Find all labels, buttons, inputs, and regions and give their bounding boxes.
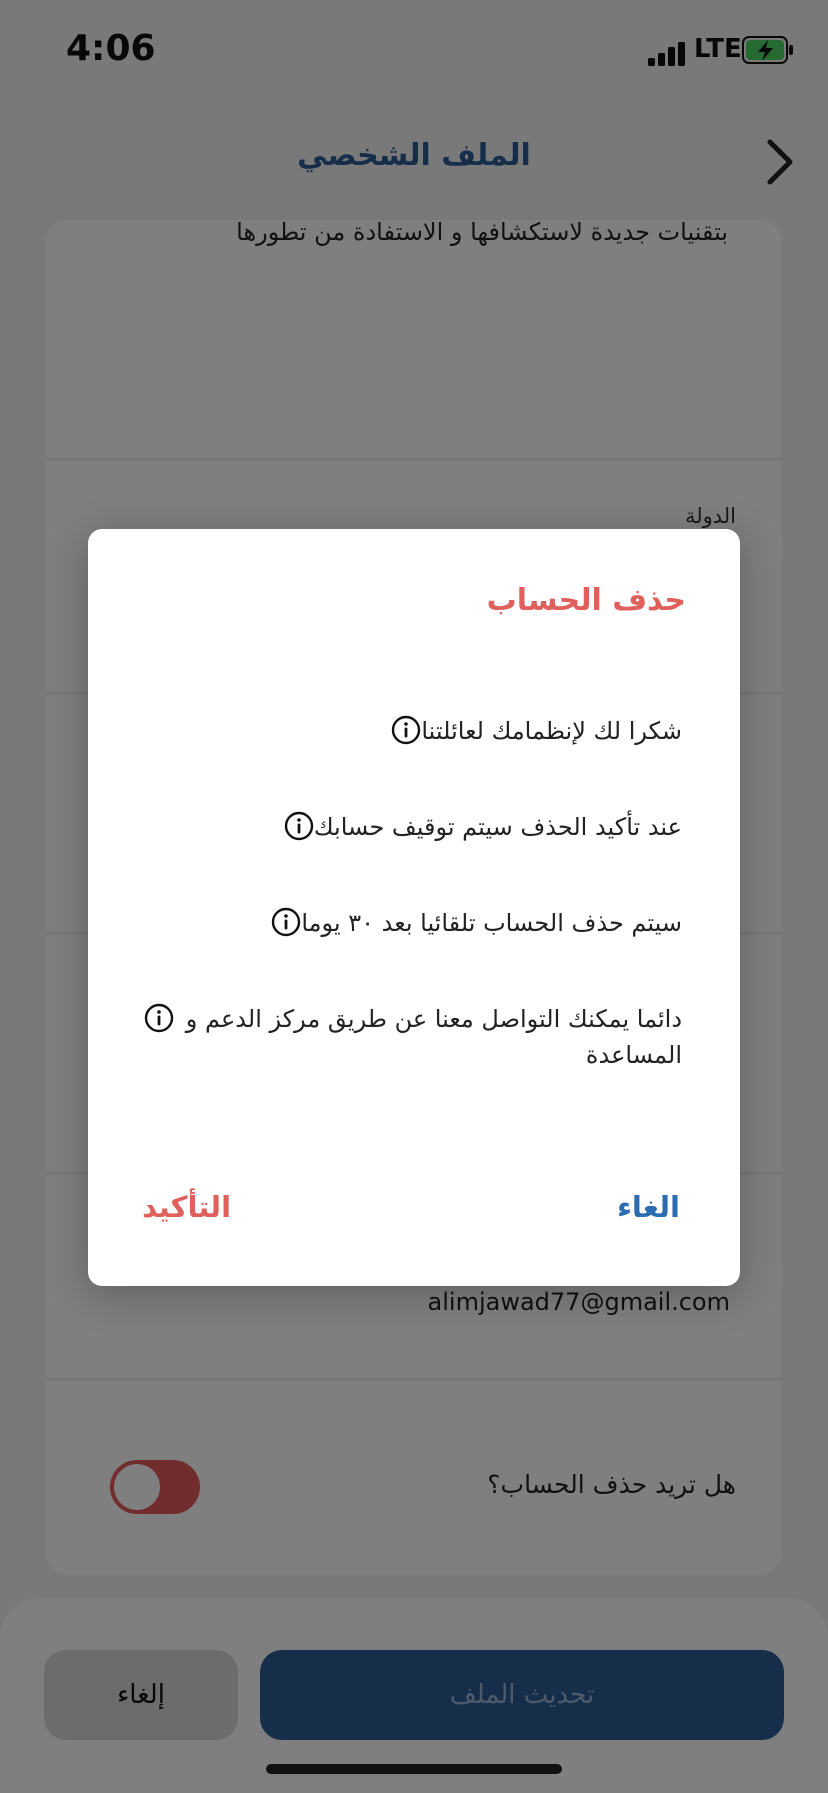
dialog-confirm-button[interactable]: التأكيد xyxy=(136,1189,237,1225)
info-icon xyxy=(271,907,301,937)
info-icon xyxy=(391,715,421,745)
dialog-info-item xyxy=(142,1001,682,1073)
dialog-info-item xyxy=(389,713,682,749)
dialog-info-item xyxy=(282,809,682,845)
dialog-info-text: سيتم حذف الحساب تلقائيا بعد ٣٠ يوما xyxy=(301,909,682,937)
dialog-info-text: دائما يمكنك التواصل معنا عن طريق مركز الدعم و المساعدة xyxy=(185,1005,682,1069)
info-icon xyxy=(284,811,314,841)
dialog-cancel-button[interactable]: الغاء xyxy=(611,1189,686,1225)
dialog-title: حذف الحساب xyxy=(486,583,686,618)
dialog-info-text: عند تأكيد الحذف سيتم توقيف حسابك xyxy=(313,813,682,841)
info-icon xyxy=(144,1003,174,1033)
dialog-info-text: شكرا لك لإنظمامك لعائلتنا xyxy=(421,717,682,745)
dialog-info-item xyxy=(269,905,682,941)
delete-account-dialog xyxy=(88,529,740,1286)
